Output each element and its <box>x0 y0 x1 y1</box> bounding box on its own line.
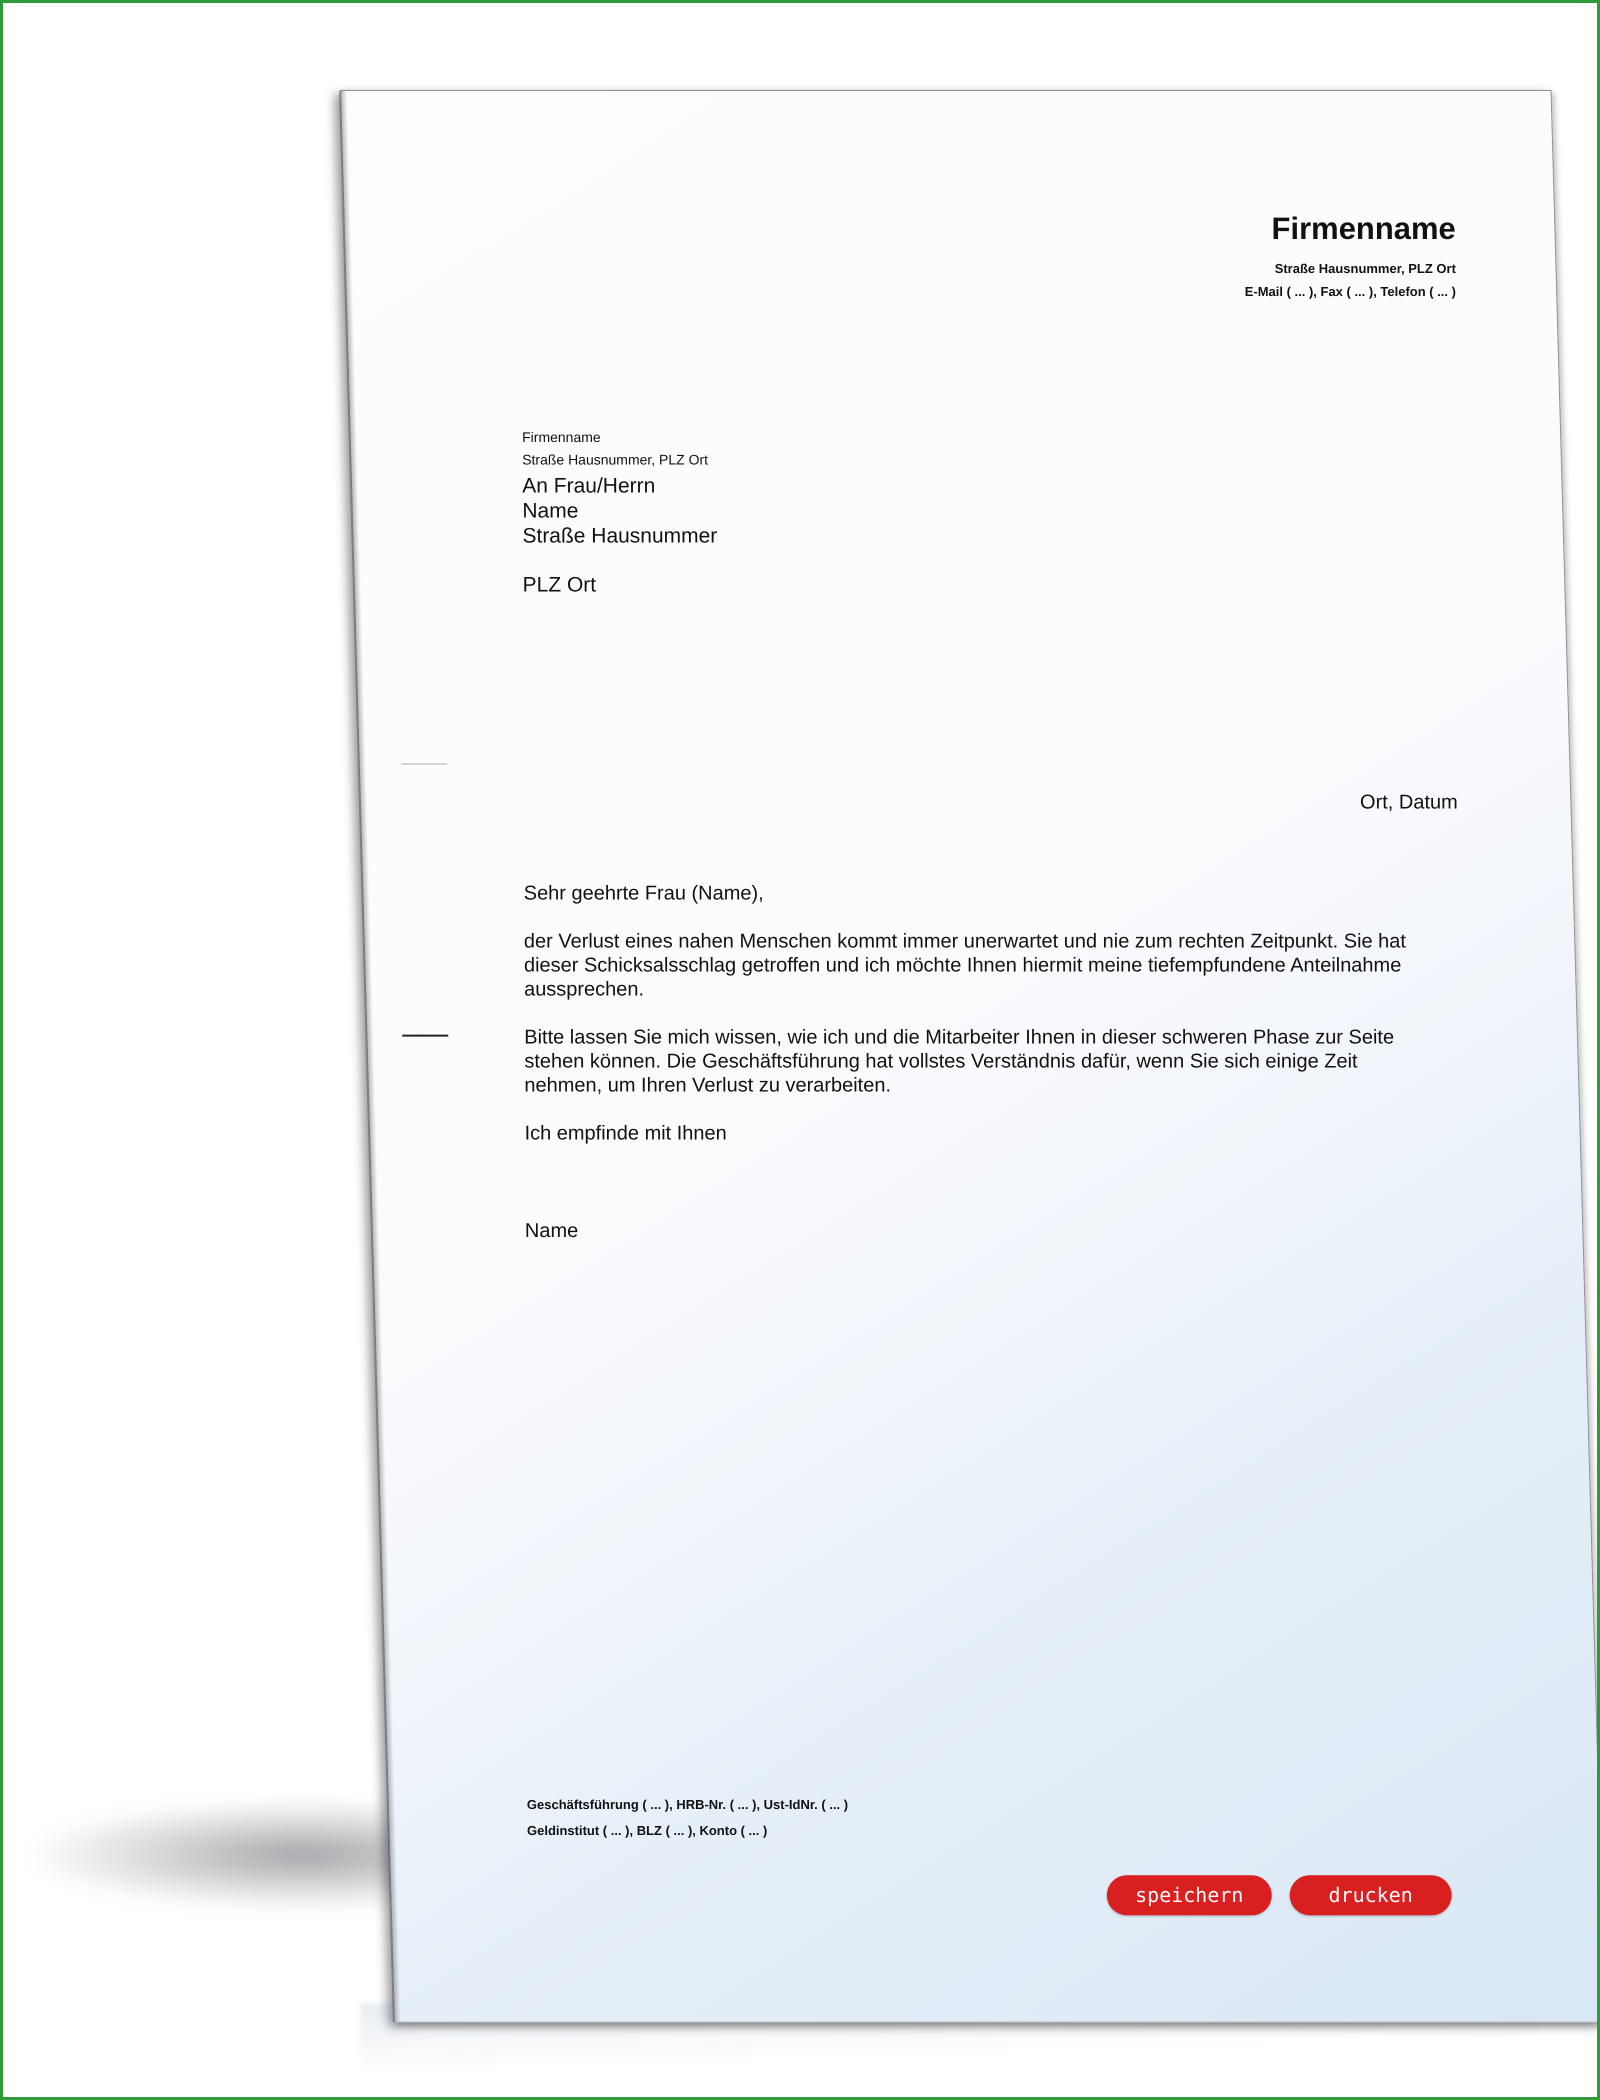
letter-signature: Name <box>524 1219 579 1242</box>
date-line: Ort, Datum <box>1359 791 1458 814</box>
letterhead-address: Straße Hausnummer, PLZ Ort <box>1274 261 1456 277</box>
letter-closing: Ich empfinde mit Ihnen <box>524 1122 727 1145</box>
letter-greeting: Sehr geehrte Frau (Name), <box>523 882 764 905</box>
letter-content <box>341 91 1557 2022</box>
letter-paragraph-2: Bitte lassen Sie mich wissen, wie ich und die Mitarbeiter Ihnen in dieser schweren Phase zur Seite stehen können. Die Geschäftsführung hat vollstes Verständnis dafür, wenn Sie sich einige Zeit nehmen, um Ihren Verlust zu verarbeiten. <box>524 1026 1395 1097</box>
letterhead-contact: E-Mail ( ... ), Fax ( ... ), Telefon ( ... ) <box>1244 284 1456 300</box>
save-button[interactable]: speichern <box>1107 1875 1272 1915</box>
recipient-address <box>522 473 717 597</box>
recipient-name: Name <box>522 499 579 523</box>
footer-line-2: Geldinstitut ( ... ), BLZ ( ... ), Konto ( ... ) <box>526 1823 768 1839</box>
letterhead <box>1244 211 1456 303</box>
letter-paragraph-1: der Verlust eines nahen Menschen kommt immer unerwartet und nie zum rechten Zeitpunkt. Sie hat dieser Schicksalsschlag getroffen und ich möchte Ihnen hiermit meine tiefempfundene Anteilnahme aussprechen. <box>523 930 1406 1001</box>
footer-line-1: Geschäftsführung ( ... ), HRB-Nr. ( ... ), Ust-IdNr. ( ... ) <box>526 1797 849 1813</box>
punch-mark <box>402 1035 448 1037</box>
letter-footer <box>527 1792 848 1844</box>
recipient-city: PLZ Ort <box>522 573 597 597</box>
sender-address: Straße Hausnummer, PLZ Ort <box>522 451 709 468</box>
fold-mark <box>401 763 447 764</box>
letter-page <box>340 90 1600 2023</box>
sender-return-address <box>522 426 708 470</box>
letter-body <box>524 882 1424 1170</box>
print-button[interactable]: drucken <box>1290 1875 1452 1915</box>
address-gap <box>523 548 718 572</box>
letterhead-company-name: Firmenname <box>1271 211 1456 247</box>
recipient-street: Straße Hausnummer <box>522 524 718 548</box>
sender-company: Firmenname <box>522 429 601 446</box>
recipient-salutation: An Frau/Herrn <box>522 474 656 498</box>
